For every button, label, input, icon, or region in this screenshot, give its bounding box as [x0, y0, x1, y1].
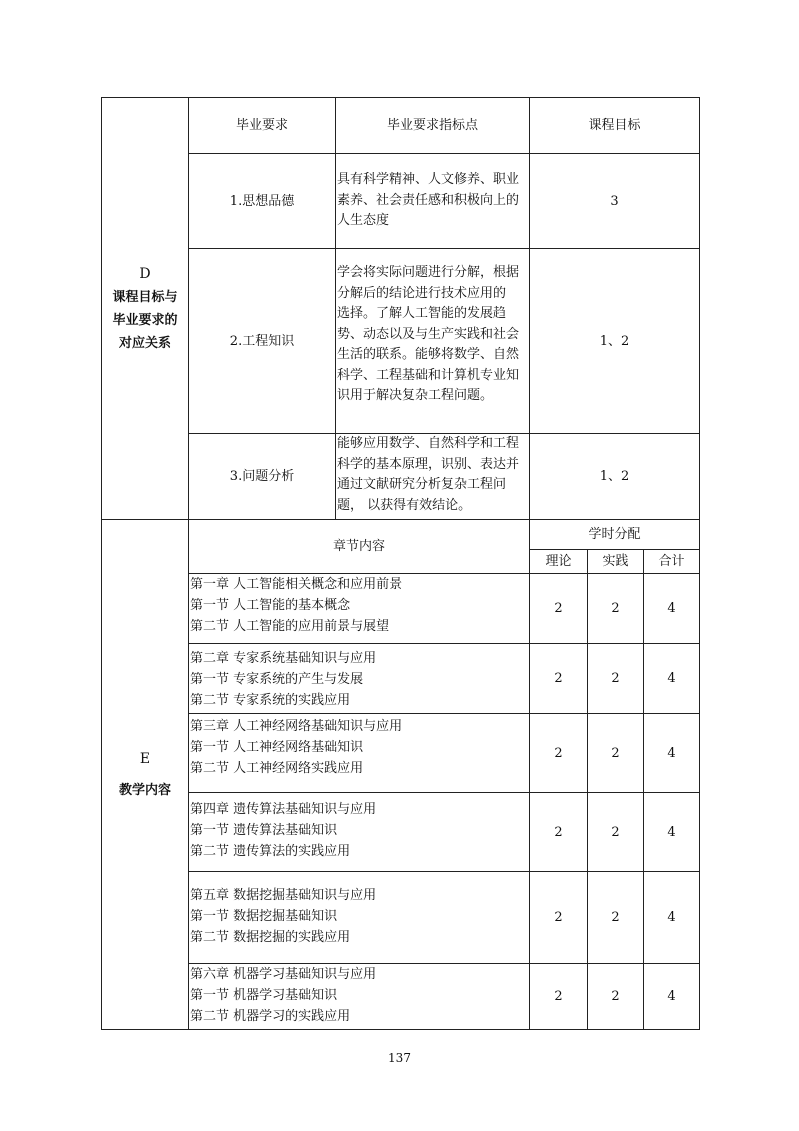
chapter-line: 第五章 数据挖掘基础知识与应用 [190, 888, 377, 903]
indicator-line: 具有科学精神、人文修养、职业 [337, 172, 520, 187]
indicator-line: 能够应用数学、自然科学和工程 [337, 436, 520, 451]
chapter-content [189, 793, 530, 872]
indicator-cell [336, 249, 530, 434]
header-objective: 课程目标 [530, 98, 700, 154]
page-number: 137 [388, 1051, 411, 1065]
section-d-title-line: 课程目标与 [112, 289, 178, 305]
section-d-letter: D [139, 265, 151, 282]
indicator-line: 科学的基本原理，识别、表达并 [337, 456, 520, 472]
chapter-line: 第二节 人工神经网络实践应用 [190, 761, 364, 776]
indicator-line: 科学、工程基础和计算机专业知 [337, 367, 520, 383]
section-e-title: 教学内容 [118, 782, 171, 798]
chapter-content [189, 964, 530, 1030]
theory-hours: 2 [530, 872, 588, 964]
theory-hours: 2 [530, 714, 588, 793]
section-d-title-line: 毕业要求的 [112, 312, 178, 328]
practice-hours: 2 [588, 793, 644, 872]
practice-hours: 2 [588, 872, 644, 964]
indicator-line: 识用于解决复杂工程问题。 [337, 388, 494, 403]
indicator-cell [336, 434, 530, 520]
theory-hours: 2 [530, 644, 588, 714]
indicator-line: 人生态度 [337, 213, 390, 228]
total-hours: 4 [644, 872, 700, 964]
chapter-content [189, 714, 530, 793]
section-d-label [102, 98, 189, 520]
total-hours: 4 [644, 574, 700, 644]
chapter-line: 第二节 机器学习的实践应用 [190, 1009, 351, 1024]
indicator-line: 题， 以获得有效结论。 [337, 497, 472, 513]
requirement-cell: 2.工程知识 [189, 249, 336, 434]
chapter-line: 第一节 人工智能的基本概念 [190, 598, 351, 613]
objective-cell: 3 [530, 154, 700, 249]
header-requirement: 毕业要求 [189, 98, 336, 154]
section-e-label [102, 520, 189, 1030]
total-hours: 4 [644, 793, 700, 872]
header-indicator: 毕业要求指标点 [336, 98, 530, 154]
theory-hours: 2 [530, 964, 588, 1030]
section-e-letter: E [139, 750, 151, 767]
indicator-line: 势、动态以及与生产实践和社会 [337, 326, 520, 342]
chapter-line: 第一节 遗传算法基础知识 [190, 823, 338, 838]
chapter-line: 第二节 人工智能的应用前景与展望 [190, 619, 390, 634]
indicator-line: 通过文献研究分析复杂工程问 [337, 477, 507, 492]
section-d-title-line: 对应关系 [118, 335, 171, 351]
practice-hours: 2 [588, 964, 644, 1030]
theory-hours: 2 [530, 793, 588, 872]
total-hours: 4 [644, 714, 700, 793]
objective-cell: 1、2 [530, 434, 700, 520]
chapter-line: 第二节 数据挖掘的实践应用 [190, 930, 351, 945]
indicator-line: 素养、社会责任感和积极向上的 [337, 192, 520, 208]
header-theory: 理论 [530, 550, 588, 574]
indicator-line: 学会将实际问题进行分解，根据 [337, 265, 520, 280]
header-chapter-content: 章节内容 [189, 520, 530, 574]
chapter-line: 第三章 人工神经网络基础知识与应用 [190, 719, 403, 734]
practice-hours: 2 [588, 714, 644, 793]
chapter-line: 第六章 机器学习基础知识与应用 [190, 967, 377, 982]
chapter-line: 第四章 遗传算法基础知识与应用 [190, 802, 377, 817]
total-hours: 4 [644, 644, 700, 714]
chapter-line: 第一节 数据挖掘基础知识 [190, 909, 338, 924]
theory-hours: 2 [530, 574, 588, 644]
header-total: 合计 [644, 550, 700, 574]
chapter-line: 第二章 专家系统基础知识与应用 [190, 651, 377, 666]
chapter-line: 第二节 遗传算法的实践应用 [190, 844, 351, 859]
practice-hours: 2 [588, 644, 644, 714]
chapter-line: 第一节 人工神经网络基础知识 [190, 740, 364, 755]
requirement-cell: 1.思想品德 [189, 154, 336, 249]
indicator-line: 分解后的结论进行技术应用的 [337, 285, 507, 301]
chapter-content [189, 872, 530, 964]
syllabus-table [101, 97, 700, 1030]
indicator-line: 生活的联系。能够将数学、自然 [337, 347, 520, 362]
objective-cell: 1、2 [530, 249, 700, 434]
chapter-line: 第一章 人工智能相关概念和应用前景 [190, 577, 403, 592]
chapter-line: 第二节 专家系统的实践应用 [190, 693, 351, 708]
chapter-line: 第一节 专家系统的产生与发展 [190, 672, 364, 687]
total-hours: 4 [644, 964, 700, 1030]
indicator-cell [336, 154, 530, 249]
indicator-line: 选择。了解人工智能的发展趋 [337, 306, 507, 321]
chapter-content [189, 574, 530, 644]
chapter-line: 第一节 机器学习基础知识 [190, 988, 338, 1003]
chapter-content [189, 644, 530, 714]
header-hours: 学时分配 [530, 520, 700, 550]
practice-hours: 2 [588, 574, 644, 644]
requirement-cell: 3.问题分析 [189, 434, 336, 520]
header-practice: 实践 [588, 550, 644, 574]
